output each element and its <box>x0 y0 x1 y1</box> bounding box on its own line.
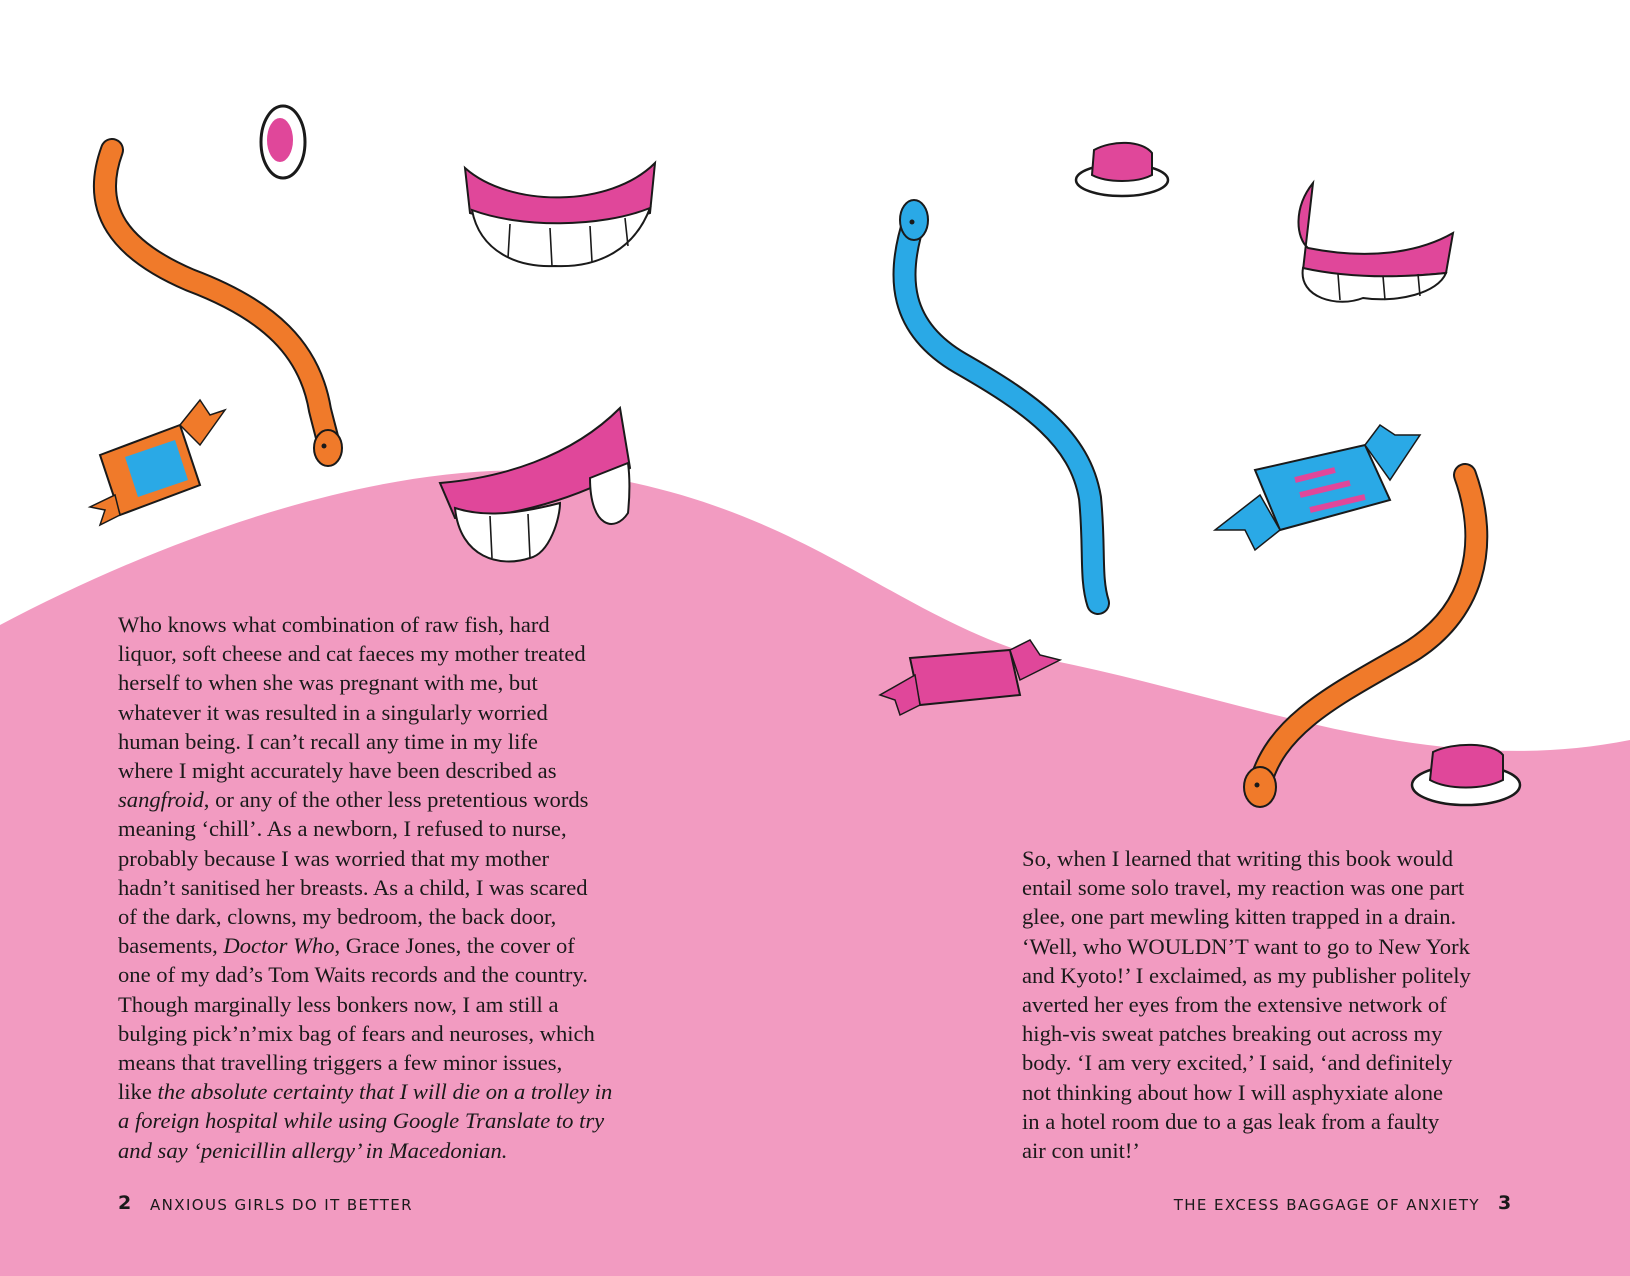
text-run: not thinking about how I will asphyxiate alone <box>1022 1079 1444 1105</box>
right_page-line <box>1022 1136 1471 1165</box>
left_page-line <box>118 1136 612 1165</box>
right_page-line <box>1022 990 1471 1019</box>
text-run: averted her eyes from the extensive network of <box>1022 992 1447 1018</box>
candy-teeth-top-left-icon <box>460 158 660 278</box>
text-run: body. ‘I am very excited,’ I said, ‘and definitely <box>1022 1050 1453 1076</box>
text-run: glee, one part mewling kitten trapped in a drain. <box>1022 904 1457 930</box>
left_page-line <box>118 610 612 639</box>
left-running-head: ANXIOUS GIRLS DO IT BETTER <box>150 1196 413 1214</box>
right_page-line <box>1022 1048 1471 1077</box>
text-run: like <box>118 1079 158 1105</box>
blue-snake-icon <box>890 198 1150 618</box>
right-page-body-text <box>1022 844 1471 1165</box>
left_page-line <box>118 727 612 756</box>
text-run: high-vis sweat patches breaking out across my <box>1022 1021 1443 1047</box>
right_page-line <box>1022 1019 1471 1048</box>
right_page-line <box>1022 902 1471 931</box>
gum-drop-bottom-right-icon <box>1408 740 1528 815</box>
left-page-number: 2 <box>118 1192 132 1214</box>
left_page-line <box>118 902 612 931</box>
text-run: in a hotel room due to a gas leak from a faulty <box>1022 1108 1440 1134</box>
text-run: liquor, soft cheese and cat faeces my mother treated <box>118 641 586 667</box>
italic-text-run: and say ‘penicillin allergy’ in Macedonian. <box>118 1137 508 1163</box>
text-run: herself to when she was pregnant with me, but <box>118 670 538 696</box>
left_page-line <box>118 785 612 814</box>
text-run: and Kyoto!’ I exclaimed, as my publisher politely <box>1022 962 1471 988</box>
right_page-line <box>1022 1078 1471 1107</box>
text-run: So, when I learned that writing this book would <box>1022 846 1454 871</box>
left_page-line <box>118 698 612 727</box>
text-run: probably because I was worried that my mother <box>118 845 550 871</box>
right_page-line <box>1022 1107 1471 1136</box>
text-run: , Grace Jones, the cover of <box>334 933 575 959</box>
text-run: Though marginally less bonkers now, I am still a <box>118 991 559 1017</box>
text-run: bulging pick’n’mix bag of fears and neuroses, which <box>118 1020 595 1046</box>
left_page-line <box>118 931 612 960</box>
right_page-line <box>1022 844 1471 873</box>
left-page-body-text <box>118 610 612 1165</box>
left_page-line <box>118 1048 612 1077</box>
gum-drop-top-left-icon <box>256 102 312 184</box>
italic-text-run: the absolute certainty that I will die on a trolley in <box>157 1079 613 1105</box>
left_page-line <box>118 990 612 1019</box>
gum-drop-top-right-icon <box>1072 135 1172 205</box>
text-run: meaning ‘chill’. As a newborn, I refused to nurse, <box>118 816 567 842</box>
left_page-line <box>118 756 612 785</box>
right-running-head: THE EXCESS BAGGAGE OF ANXIETY <box>1173 1196 1480 1214</box>
text-run: where I might accurately have been described as <box>118 758 557 784</box>
wrapped-candy-magenta-icon <box>880 640 1065 715</box>
text-run: basements, <box>118 933 224 959</box>
right_page-line <box>1022 961 1471 990</box>
left_page-line <box>118 668 612 697</box>
candy-teeth-gap-icon <box>440 408 640 568</box>
left_page-line <box>118 639 612 668</box>
text-run: means that travelling triggers a few minor issues, <box>118 1050 563 1076</box>
candy-teeth-top-right-icon <box>1288 178 1458 303</box>
text-run: of the dark, clowns, my bedroom, the back door, <box>118 904 557 930</box>
left_page-line <box>118 873 612 902</box>
text-run: air con unit!’ <box>1022 1138 1140 1164</box>
text-run: hadn’t sanitised her breasts. As a child, I was scared <box>118 874 588 900</box>
text-run: , or any of the other less pretentious words <box>203 787 589 813</box>
italic-text-run: a foreign hospital while using Google Translate to try <box>118 1108 605 1134</box>
italic-text-run: Doctor Who <box>223 933 335 959</box>
right-page-number: 3 <box>1498 1192 1512 1214</box>
text-run: Who knows what combination of raw fish, hard <box>118 612 550 637</box>
left_page-line <box>118 1077 612 1106</box>
italic-text-run: sangfroid <box>118 787 204 813</box>
left_page-line <box>118 1106 612 1135</box>
right_page-line <box>1022 932 1471 961</box>
wrapped-candy-orange-icon <box>90 395 235 535</box>
left_page-line <box>118 814 612 843</box>
left_page-line <box>118 844 612 873</box>
left_page-line <box>118 1019 612 1048</box>
text-run: whatever it was resulted in a singularly worried <box>118 699 548 725</box>
text-run: human being. I can’t recall any time in my life <box>118 728 538 754</box>
text-run: entail some solo travel, my reaction was one part <box>1022 875 1465 901</box>
left_page-line <box>118 960 612 989</box>
right_page-line <box>1022 873 1471 902</box>
text-run: ‘Well, who WOULDN’T want to go to New York <box>1022 933 1470 959</box>
text-run: one of my dad’s Tom Waits records and the country. <box>118 962 588 988</box>
